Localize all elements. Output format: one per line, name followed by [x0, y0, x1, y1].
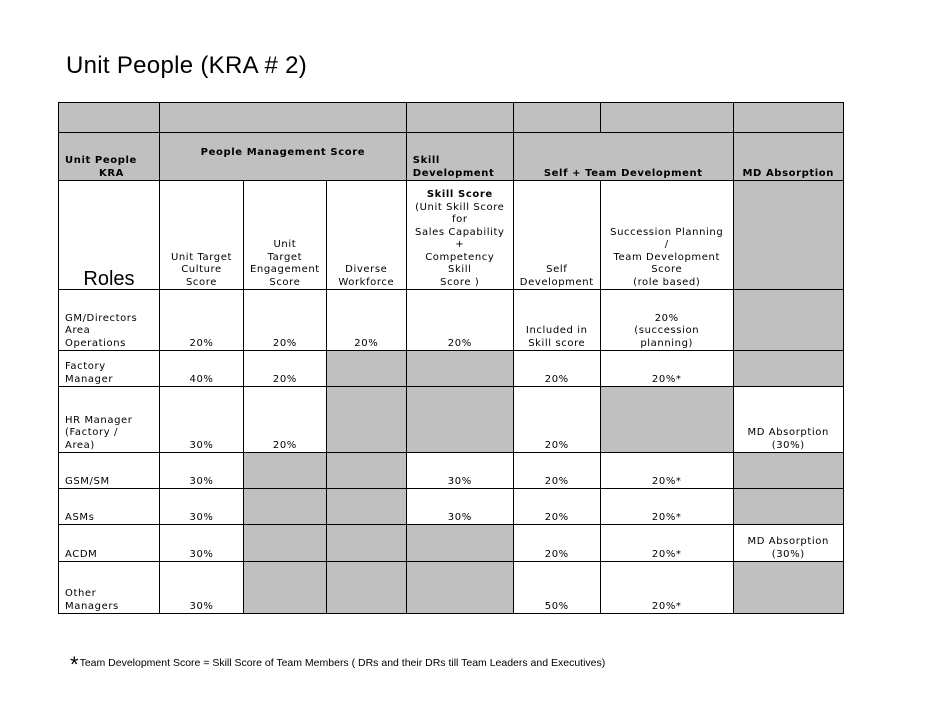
diverse-cell	[326, 525, 406, 562]
engagement-cell: 20%	[244, 387, 327, 453]
diverse-cell	[326, 489, 406, 525]
unit-target-culture-header: Unit Target Culture Score	[160, 181, 244, 290]
engagement-cell: 20%	[244, 290, 327, 351]
kra-table	[58, 102, 844, 614]
md-absorption-header-empty	[733, 181, 843, 290]
skill-cell	[406, 525, 513, 562]
header-row	[59, 133, 844, 181]
culture-cell: 20%	[160, 290, 244, 351]
skill-cell	[406, 562, 513, 614]
role-cell: ASMs	[59, 489, 160, 525]
self-cell: 20%	[513, 453, 600, 489]
role-cell: Factory Manager	[59, 351, 160, 387]
diverse-cell	[326, 387, 406, 453]
self-cell: 20%	[513, 489, 600, 525]
table-row	[59, 562, 844, 614]
table-row	[59, 387, 844, 453]
culture-cell: 40%	[160, 351, 244, 387]
footnote-text: Team Development Score = Skill Score of Team Members ( DRs and their DRs till Team Leaders and Executives)	[79, 657, 606, 669]
table-row	[59, 525, 844, 562]
skill-cell: 30%	[406, 453, 513, 489]
role-cell: GSM/SM	[59, 453, 160, 489]
header-self-team: Self + Team Development	[513, 133, 733, 181]
diverse-cell	[326, 453, 406, 489]
skill-cell: 20%	[406, 290, 513, 351]
top-band-row	[59, 103, 844, 133]
self-cell: Included in Skill score	[513, 290, 600, 351]
skill-score-header: Skill Score (Unit Skill Score for Sales Capability + Competency Skill Score )	[406, 181, 513, 290]
skill-cell	[406, 351, 513, 387]
header-md-absorption: MD Absorption	[733, 133, 843, 181]
succession-cell: 20%*	[600, 351, 733, 387]
table-row	[59, 290, 844, 351]
culture-cell: 30%	[160, 489, 244, 525]
md-cell	[733, 453, 843, 489]
self-cell: 20%	[513, 387, 600, 453]
footnote	[70, 646, 606, 677]
engagement-cell: 20%	[244, 351, 327, 387]
culture-cell: 30%	[160, 562, 244, 614]
culture-cell: 30%	[160, 453, 244, 489]
skill-cell: 30%	[406, 489, 513, 525]
self-cell: 20%	[513, 525, 600, 562]
md-cell	[733, 290, 843, 351]
culture-cell: 30%	[160, 387, 244, 453]
succession-cell	[600, 387, 733, 453]
header-skill-development: Skill Development	[406, 133, 513, 181]
diverse-cell	[326, 562, 406, 614]
header-unit-people: Unit People KRA	[59, 133, 160, 181]
role-cell: GM/Directors Area Operations	[59, 290, 160, 351]
md-cell	[733, 562, 843, 614]
md-cell: MD Absorption (30%)	[733, 387, 843, 453]
diverse-cell: 20%	[326, 290, 406, 351]
succession-cell: 20%*	[600, 562, 733, 614]
skill-cell	[406, 387, 513, 453]
culture-cell: 30%	[160, 525, 244, 562]
succession-cell: 20%*	[600, 453, 733, 489]
role-cell: ACDM	[59, 525, 160, 562]
succession-cell: 20%*	[600, 489, 733, 525]
unit-target-engagement-header: Unit Target Engagement Score	[244, 181, 327, 290]
succession-cell: 20%*	[600, 525, 733, 562]
role-cell: HR Manager (Factory / Area)	[59, 387, 160, 453]
self-cell: 20%	[513, 351, 600, 387]
page-title: Unit People (KRA # 2)	[66, 52, 308, 79]
engagement-cell	[244, 489, 327, 525]
self-development-header: Self Development	[513, 181, 600, 290]
diverse-workforce-header: Diverse Workforce	[326, 181, 406, 290]
subheader-row	[59, 181, 844, 290]
md-cell: MD Absorption (30%)	[733, 525, 843, 562]
table-row	[59, 489, 844, 525]
table-row	[59, 453, 844, 489]
role-cell: Other Managers	[59, 562, 160, 614]
footnote-asterisk: *	[70, 652, 79, 677]
diverse-cell	[326, 351, 406, 387]
roles-label: Roles	[59, 181, 160, 290]
engagement-cell	[244, 453, 327, 489]
succession-planning-header: Succession Planning / Team Development Score (role based)	[600, 181, 733, 290]
table-row	[59, 351, 844, 387]
engagement-cell	[244, 525, 327, 562]
header-people-management: People Management Score	[160, 133, 407, 181]
engagement-cell	[244, 562, 327, 614]
md-cell	[733, 351, 843, 387]
self-cell: 50%	[513, 562, 600, 614]
md-cell	[733, 489, 843, 525]
succession-cell: 20% (succession planning)	[600, 290, 733, 351]
